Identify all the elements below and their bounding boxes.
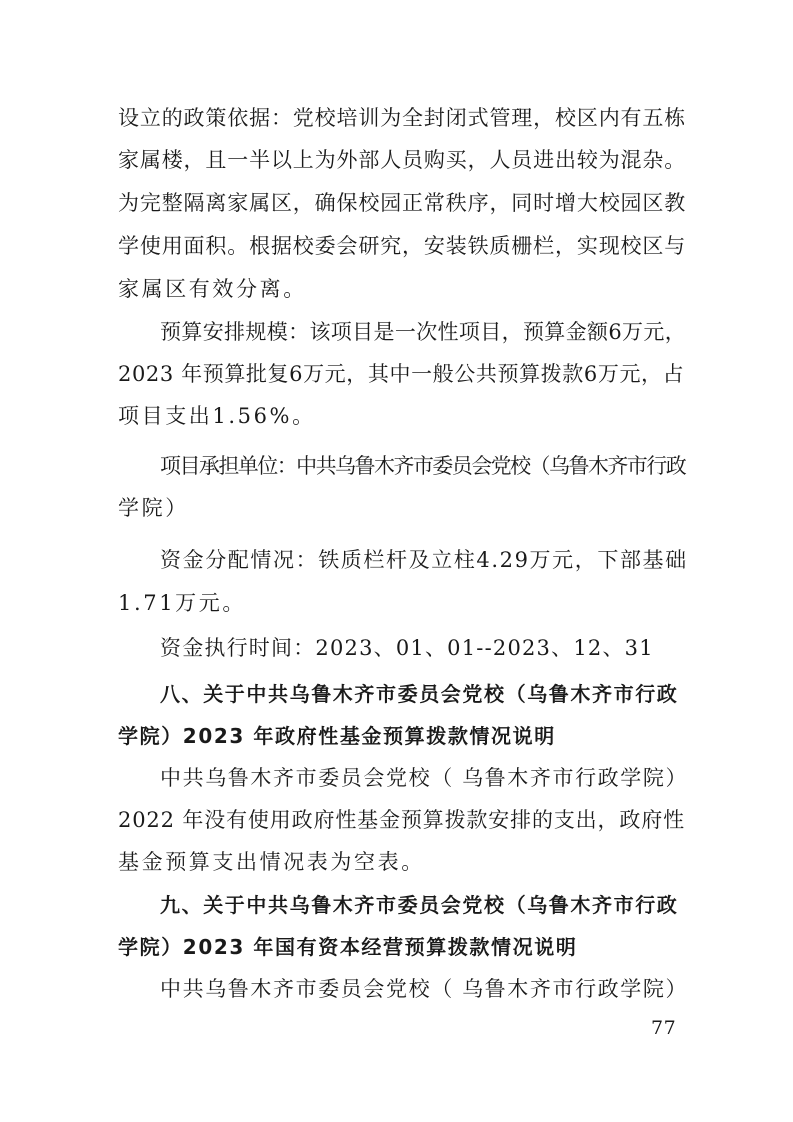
- body-text-line: 为完整隔离家属区，确保校园正常秩序，同时增大校园区教: [118, 191, 687, 215]
- budget-scale-line: 预算安排规模：该项目是一次性项目，预算金额6万元，: [160, 320, 687, 344]
- body-text-line: 家属楼，且一半以上为外部人员购买，人员进出较为混杂。: [118, 148, 687, 172]
- body-text-line: 1.71万元。: [118, 591, 246, 615]
- body-text-line: 基金预算支出情况表为空表。: [118, 850, 425, 874]
- body-text-line: 2023 年预算批复6万元，其中一般公共预算拨款6万元，占: [118, 362, 685, 386]
- body-text-line: 家属区有效分离。: [118, 277, 307, 301]
- responsible-unit-line: 项目承担单位：中共乌鲁木齐市委员会党校（乌鲁木齐市行政: [160, 454, 686, 478]
- body-text-line: 学院）: [118, 496, 189, 520]
- body-text-line: 中共乌鲁木齐市委员会党校（ 乌鲁木齐市行政学院）: [160, 977, 689, 1001]
- section-heading-9-cont: 学院）2023 年国有资本经营预算拨款情况说明: [118, 935, 578, 959]
- body-text-line: 设立的政策依据：党校培训为全封闭式管理，校区内有五栋: [118, 106, 687, 130]
- body-text-line: 学使用面积。根据校委会研究，安装铁质栅栏，实现校区与: [118, 234, 687, 258]
- body-text-line: 中共乌鲁木齐市委员会党校（ 乌鲁木齐市行政学院）: [160, 766, 689, 790]
- section-heading-8: 八、关于中共乌鲁木齐市委员会党校（乌鲁木齐市行政: [160, 682, 679, 706]
- body-text-line: 2022 年没有使用政府性基金预算拨款安排的支出，政府性: [118, 808, 685, 832]
- fund-allocation-line: 资金分配情况：铁质栏杆及立柱4.29万元，下部基础: [160, 548, 688, 572]
- section-heading-9: 九、关于中共乌鲁木齐市委员会党校（乌鲁木齐市行政: [160, 893, 679, 917]
- body-text-line: 项目支出1.56%。: [118, 404, 316, 428]
- page-number: 77: [651, 1017, 677, 1039]
- execution-time-line: 资金执行时间：2023、01、01--2023、12、31: [160, 636, 654, 660]
- section-heading-8-cont: 学院）2023 年政府性基金预算拨款情况说明: [118, 724, 556, 748]
